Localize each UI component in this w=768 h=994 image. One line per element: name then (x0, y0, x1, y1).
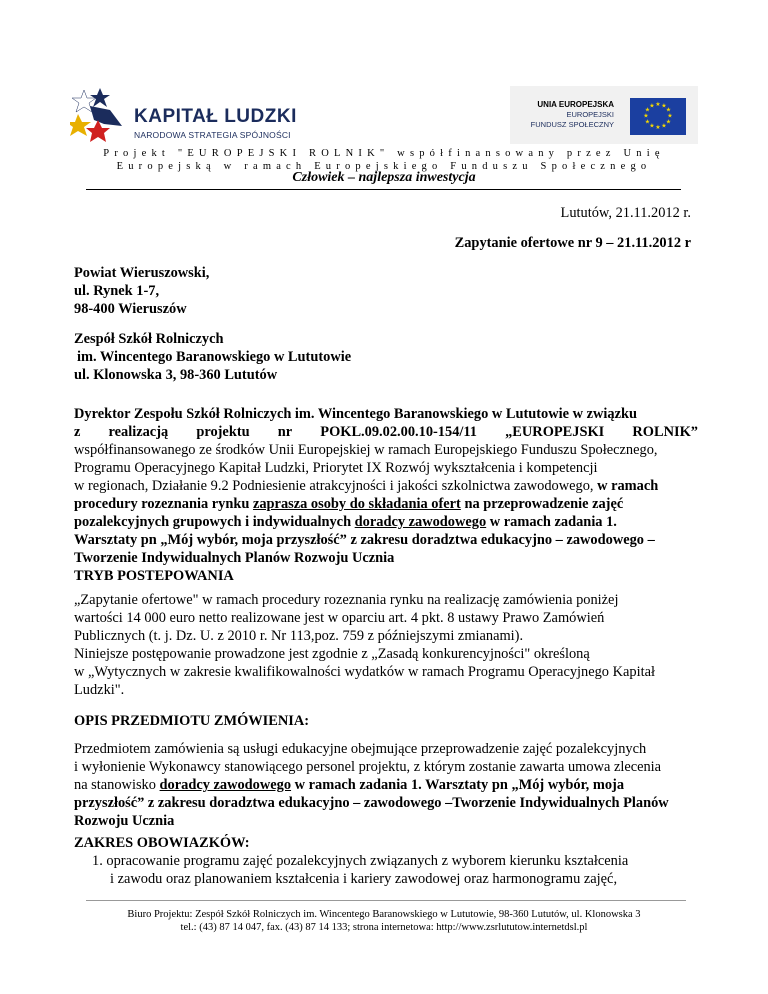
eu-logo-line1: UNIA EUROPEJSKA (537, 100, 614, 109)
opis-text: na stanowisko (74, 777, 160, 793)
svg-text:★: ★ (643, 112, 649, 120)
intro-word: realizacją (108, 424, 169, 440)
intro-line (74, 495, 698, 513)
header-divider (86, 189, 681, 190)
svg-text:★: ★ (661, 122, 667, 130)
intro-line (74, 477, 698, 495)
tryb-line: Ludzki". (74, 682, 125, 698)
eu-logo-text (531, 100, 614, 130)
invitation-text: zaprasza osoby do składania ofert (252, 496, 461, 512)
intro-line (74, 513, 698, 531)
svg-text:★: ★ (649, 122, 655, 130)
kapital-ludzki-logo (70, 86, 310, 146)
footer-divider (86, 900, 686, 901)
svg-text:★: ★ (665, 118, 672, 126)
place-date: Lututów, 21.11.2012 r. (560, 205, 691, 221)
footer-line: tel.: (43) 87 14 047, fax. (43) 87 14 133; strona internetowa: http://www.zsrlututow.internetdsl.pl (180, 922, 588, 933)
svg-text:★: ★ (655, 124, 661, 131)
intro-paragraph (74, 405, 698, 567)
opis-text: w ramach zadania 1. Warsztaty pn „Mój wybór, moja (291, 777, 625, 793)
kapital-ludzki-stars-icon (70, 86, 130, 144)
intro-text: w ramach zadania 1. (486, 514, 617, 530)
intro-line: Dyrektor Zespołu Szkół Rolniczych im. Wincentego Baranowskiego w Lututowie w związku (74, 406, 637, 422)
footer-line: Biuro Projektu: Zespół Szkół Rolniczych im. Wincentego Baranowskiego w Lututowie, 98-360 Lututów, ul. Klonowska 3 (127, 909, 641, 920)
intro-line: Warsztaty pn „Mój wybór, moja przyszłość” z zakresu doradztwa edukacyjno – zawodowego – (74, 532, 655, 548)
tryb-line: wartości 14 000 euro netto realizowane jest w oparciu art. 4 pkt. 8 ustawy Prawo Zamówień (74, 610, 605, 626)
logo-left-title: KAPITAŁ LUDZKI (134, 106, 297, 127)
opis-line: i wyłonienie Wykonawcy stanowiącego personel projektu, z którym zostanie zawarta umowa zlecenia (74, 759, 662, 775)
intro-word: z (74, 424, 81, 440)
svg-text:★: ★ (655, 101, 661, 108)
recipient-line: 98-400 Wieruszów (74, 301, 187, 317)
counsellor-text: doradcy zawodowego (354, 514, 487, 530)
zakres-heading: ZAKRES OBOWIAZKÓW: (74, 835, 250, 851)
intro-line: Tworzenie Indywidualnych Planów Rozwoju Ucznia (74, 550, 395, 566)
svg-text:★: ★ (667, 112, 673, 120)
school-line: Zespół Szkół Rolniczych (74, 331, 224, 347)
recipient-line: Powiat Wieruszowski, (74, 265, 210, 281)
svg-text:★: ★ (644, 106, 651, 114)
zakres-line: 1. opracowanie programu zajęć pozalekcyjnych związanych z wyborem kierunku kształcenia (92, 853, 629, 869)
intro-text: w regionach, Działanie 9.2 Podniesienie atrakcyjności i jakości szkolnictwa zawodowego, (74, 478, 598, 494)
eu-logo-line3: FUNDUSZ SPOŁECZNY (530, 120, 614, 129)
footer (0, 908, 768, 934)
eu-logo (510, 86, 698, 144)
intro-line: współfinansowanego ze środków Unii Europejskiej w ramach Europejskiego Funduszu Społecznego, (74, 442, 658, 458)
recipient-block (74, 264, 698, 318)
recipient-line: ul. Rynek 1-7, (74, 283, 160, 299)
school-line: ul. Klonowska 3, 98-360 Lututów (74, 367, 278, 383)
intro-word: nr (277, 424, 293, 440)
intro-word: projektu (196, 424, 250, 440)
tryb-paragraph (74, 591, 698, 699)
opis-heading: OPIS PRZEDMIOTU ZMÓWIENIA: (74, 713, 310, 729)
intro-text-bold: w ramach (597, 478, 659, 494)
tryb-line: w „Wytycznych w zakresie kwalifikowalności wydatków w ramach Programu Operacyjnego Kapitał (74, 664, 655, 680)
zakres-list-item (92, 852, 698, 888)
eu-flag-icon (630, 98, 686, 135)
project-line-1: Projekt "EUROPEJSKI ROLNIK" współfinansowany przez Unię (103, 148, 665, 159)
intro-line: Programu Operacyjnego Kapitał Ludzki, Priorytet IX Rozwój wykształcenia i kompetencji (74, 460, 598, 476)
svg-text:★: ★ (644, 118, 651, 126)
intro-text: pozalekcyjnych grupowych i indywidualnych (74, 514, 355, 530)
school-line: im. Wincentego Baranowskiego w Lututowie (77, 349, 352, 365)
opis-line: Przedmiotem zamówienia są usługi edukacyjne obejmujące przeprowadzenie zajęć pozalekcyjnych (74, 741, 647, 757)
opis-line: przyszłość” z zakresu doradztwa edukacyjno – zawodowego –Tworzenie Indywidualnych Planów (74, 795, 669, 811)
offer-number: Zapytanie ofertowe nr 9 – 21.11.2012 r (454, 235, 691, 251)
opis-line: Rozwoju Ucznia (74, 813, 175, 829)
opis-line (74, 776, 698, 794)
svg-text:★: ★ (665, 106, 672, 114)
svg-text:★: ★ (661, 102, 667, 110)
counsellor-text: doradcy zawodowego (159, 777, 292, 793)
intro-word: „EUROPEJSKI (505, 424, 605, 440)
tryb-line: Publicznych (t. j. Dz. U. z 2010 r. Nr 113,poz. 759 z późniejszymi zmianami). (74, 628, 524, 644)
school-block (74, 330, 698, 384)
tryb-line: „Zapytanie ofertowe" w ramach procedury rozeznania rynku na realizację zamówienia poniżej (74, 592, 619, 608)
tryb-heading: TRYB POSTEPOWANIA (74, 568, 234, 584)
intro-text: na przeprowadzenie zajęć (460, 496, 624, 512)
project-line-2: Europejską w ramach Europejskiego Funduszu Społecznego (116, 161, 652, 172)
intro-text: procedury rozeznania rynku (74, 496, 253, 512)
svg-text:★: ★ (649, 102, 655, 110)
logo-left-subtitle: NARODOWA STRATEGIA SPÓJNOŚCI (134, 130, 291, 140)
eu-logo-line2: EUROPEJSKI (566, 110, 614, 119)
intro-word: ROLNIK” (632, 424, 698, 440)
zakres-line: i zawodu oraz planowaniem kształcenia i kariery zawodowej oraz harmonogramu zajęć, (110, 871, 618, 887)
tryb-line: Niniejsze postępowanie prowadzone jest zgodnie z „Zasadą konkurencyjności" określoną (74, 646, 590, 662)
opis-paragraph (74, 740, 698, 830)
slogan: Człowiek – najlepsza inwestycja (292, 170, 476, 185)
intro-line (74, 423, 698, 441)
intro-word: POKL.09.02.00.10-154/11 (320, 424, 477, 440)
